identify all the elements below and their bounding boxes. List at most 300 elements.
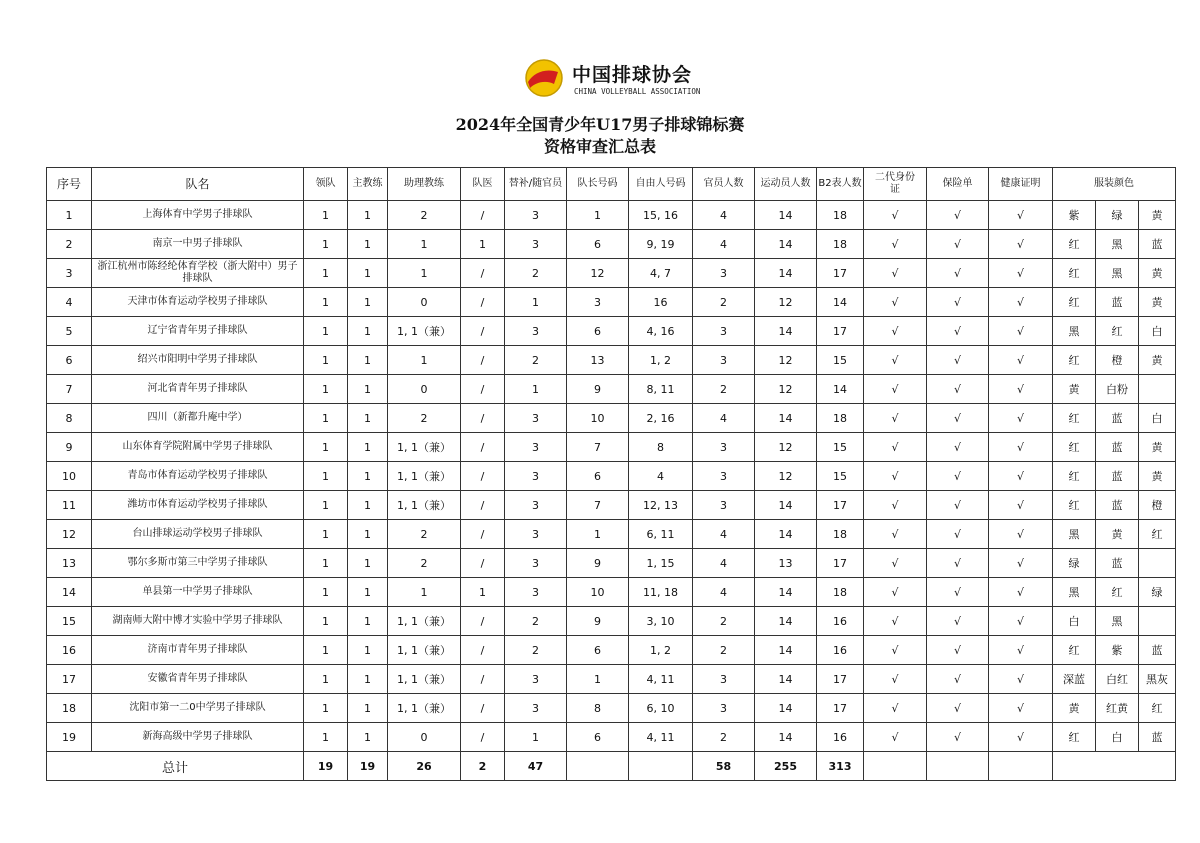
insurance-check: √ <box>927 694 989 723</box>
uniform-color: 红 <box>1053 491 1096 520</box>
table-row <box>47 317 1176 346</box>
uniform-color: 红 <box>1139 520 1176 549</box>
doctor-count: / <box>461 607 505 636</box>
captain-number: 8 <box>567 694 629 723</box>
assistant-coach: 2 <box>388 520 461 549</box>
coach-count: 1 <box>348 520 388 549</box>
row-number: 7 <box>47 375 92 404</box>
document-title: 2024年全国青少年U17男子排球锦标赛 <box>455 115 745 134</box>
insurance-check: √ <box>927 346 989 375</box>
athletes-count: 14 <box>755 491 817 520</box>
row-number: 5 <box>47 317 92 346</box>
coach-count: 1 <box>348 288 388 317</box>
row-number: 16 <box>47 636 92 665</box>
libero-numbers: 6, 10 <box>629 694 693 723</box>
libero-numbers: 1, 2 <box>629 636 693 665</box>
insurance-check: √ <box>927 549 989 578</box>
captain-number: 10 <box>567 578 629 607</box>
officials-count: 4 <box>693 549 755 578</box>
insurance-check: √ <box>927 491 989 520</box>
col-header: 序号 <box>47 168 92 201</box>
coach-count: 1 <box>348 636 388 665</box>
libero-numbers: 4, 7 <box>629 259 693 288</box>
coach-count: 1 <box>348 346 388 375</box>
id-card-check: √ <box>864 636 927 665</box>
insurance-check: √ <box>927 636 989 665</box>
table-row <box>47 491 1176 520</box>
insurance-check: √ <box>927 230 989 259</box>
doctor-count: / <box>461 723 505 752</box>
doctor-count: / <box>461 375 505 404</box>
b2-count: 15 <box>817 346 864 375</box>
libero-numbers: 2, 16 <box>629 404 693 433</box>
doctor-count: / <box>461 491 505 520</box>
empty-cell <box>1053 752 1176 781</box>
assistant-coach: 1, 1（兼） <box>388 491 461 520</box>
team-name: 南京一中男子排球队 <box>92 230 304 259</box>
health-certificate-check: √ <box>989 723 1053 752</box>
total-coach: 19 <box>348 752 388 781</box>
captain-number: 7 <box>567 433 629 462</box>
libero-numbers: 4 <box>629 462 693 491</box>
leader-count: 1 <box>304 346 348 375</box>
substitute-officials: 3 <box>505 578 567 607</box>
doctor-count: / <box>461 694 505 723</box>
id-card-check: √ <box>864 259 927 288</box>
substitute-officials: 2 <box>505 636 567 665</box>
doctor-count: / <box>461 433 505 462</box>
officials-count: 2 <box>693 607 755 636</box>
table-row <box>47 578 1176 607</box>
uniform-color: 红 <box>1096 317 1139 346</box>
officials-count: 3 <box>693 346 755 375</box>
id-card-check: √ <box>864 723 927 752</box>
doctor-count: / <box>461 549 505 578</box>
doctor-count: / <box>461 317 505 346</box>
uniform-color: 绿 <box>1096 201 1139 230</box>
assistant-coach: 1, 1（兼） <box>388 433 461 462</box>
team-name: 沈阳市第一二0中学男子排球队 <box>92 694 304 723</box>
leader-count: 1 <box>304 433 348 462</box>
athletes-count: 14 <box>755 201 817 230</box>
total-row <box>47 752 1176 781</box>
libero-numbers: 6, 11 <box>629 520 693 549</box>
substitute-officials: 3 <box>505 230 567 259</box>
row-number: 17 <box>47 665 92 694</box>
uniform-color: 紫 <box>1096 636 1139 665</box>
total-assistant: 26 <box>388 752 461 781</box>
athletes-count: 12 <box>755 288 817 317</box>
id-card-check: √ <box>864 346 927 375</box>
b2-count: 17 <box>817 665 864 694</box>
athletes-count: 14 <box>755 636 817 665</box>
leader-count: 1 <box>304 317 348 346</box>
substitute-officials: 3 <box>505 462 567 491</box>
leader-count: 1 <box>304 520 348 549</box>
uniform-color: 黄 <box>1139 433 1176 462</box>
officials-count: 3 <box>693 694 755 723</box>
libero-numbers: 9, 19 <box>629 230 693 259</box>
uniform-color: 白 <box>1139 404 1176 433</box>
uniform-color: 黄 <box>1053 375 1096 404</box>
uniform-color: 橙 <box>1096 346 1139 375</box>
insurance-check: √ <box>927 578 989 607</box>
coach-count: 1 <box>348 723 388 752</box>
coach-count: 1 <box>348 607 388 636</box>
captain-number: 1 <box>567 665 629 694</box>
b2-count: 18 <box>817 520 864 549</box>
id-card-check: √ <box>864 230 927 259</box>
col-header: B2表人数 <box>817 168 864 201</box>
leader-count: 1 <box>304 636 348 665</box>
b2-count: 15 <box>817 462 864 491</box>
row-number: 2 <box>47 230 92 259</box>
logo-english-text: CHINA VOLLEYBALL ASSOCIATION <box>574 87 701 96</box>
assistant-coach: 0 <box>388 723 461 752</box>
col-header: 服装颜色 <box>1053 168 1176 201</box>
b2-count: 17 <box>817 694 864 723</box>
uniform-color: 蓝 <box>1096 549 1139 578</box>
empty-cell <box>989 752 1053 781</box>
athletes-count: 14 <box>755 520 817 549</box>
uniform-color: 蓝 <box>1139 723 1176 752</box>
uniform-color <box>1139 375 1176 404</box>
col-header: 官员人数 <box>693 168 755 201</box>
id-card-check: √ <box>864 665 927 694</box>
libero-numbers: 8 <box>629 433 693 462</box>
leader-count: 1 <box>304 607 348 636</box>
id-card-check: √ <box>864 694 927 723</box>
libero-numbers: 4, 16 <box>629 317 693 346</box>
uniform-color: 红 <box>1053 636 1096 665</box>
team-name: 浙江杭州市陈经纶体育学校（浙大附中）男子排球队 <box>92 259 304 288</box>
table-row <box>47 694 1176 723</box>
substitute-officials: 2 <box>505 607 567 636</box>
team-name: 鄂尔多斯市第三中学男子排球队 <box>92 549 304 578</box>
libero-numbers: 12, 13 <box>629 491 693 520</box>
doctor-count: / <box>461 259 505 288</box>
doctor-count: / <box>461 288 505 317</box>
team-name: 天津市体育运动学校男子排球队 <box>92 288 304 317</box>
id-card-check: √ <box>864 375 927 404</box>
captain-number: 12 <box>567 259 629 288</box>
uniform-color <box>1139 549 1176 578</box>
uniform-color: 紫 <box>1053 201 1096 230</box>
id-card-check: √ <box>864 549 927 578</box>
coach-count: 1 <box>348 433 388 462</box>
uniform-color: 黄 <box>1139 462 1176 491</box>
uniform-color: 绿 <box>1139 578 1176 607</box>
empty-cell <box>567 752 629 781</box>
doctor-count: 1 <box>461 230 505 259</box>
substitute-officials: 2 <box>505 259 567 288</box>
team-name: 绍兴市阳明中学男子排球队 <box>92 346 304 375</box>
document-subtitle: 资格审查汇总表 <box>543 137 656 156</box>
health-certificate-check: √ <box>989 317 1053 346</box>
b2-count: 18 <box>817 201 864 230</box>
uniform-color: 红 <box>1053 346 1096 375</box>
libero-numbers: 15, 16 <box>629 201 693 230</box>
col-header: 自由人号码 <box>629 168 693 201</box>
officials-count: 3 <box>693 317 755 346</box>
col-header: 队医 <box>461 168 505 201</box>
athletes-count: 14 <box>755 259 817 288</box>
captain-number: 9 <box>567 375 629 404</box>
athletes-count: 12 <box>755 433 817 462</box>
doctor-count: / <box>461 520 505 549</box>
table-row <box>47 636 1176 665</box>
table-row <box>47 665 1176 694</box>
assistant-coach: 1 <box>388 346 461 375</box>
health-certificate-check: √ <box>989 433 1053 462</box>
health-certificate-check: √ <box>989 230 1053 259</box>
insurance-check: √ <box>927 317 989 346</box>
team-name: 单县第一中学男子排球队 <box>92 578 304 607</box>
b2-count: 16 <box>817 636 864 665</box>
row-number: 19 <box>47 723 92 752</box>
captain-number: 6 <box>567 230 629 259</box>
uniform-color: 黄 <box>1053 694 1096 723</box>
health-certificate-check: √ <box>989 578 1053 607</box>
captain-number: 10 <box>567 404 629 433</box>
table-row <box>47 607 1176 636</box>
health-certificate-check: √ <box>989 201 1053 230</box>
captain-number: 6 <box>567 636 629 665</box>
officials-count: 4 <box>693 520 755 549</box>
id-card-check: √ <box>864 404 927 433</box>
col-header: 助理教练 <box>388 168 461 201</box>
uniform-color: 黑 <box>1053 578 1096 607</box>
uniform-color: 红 <box>1096 578 1139 607</box>
team-name: 山东体育学院附属中学男子排球队 <box>92 433 304 462</box>
coach-count: 1 <box>348 259 388 288</box>
row-number: 3 <box>47 259 92 288</box>
uniform-color: 黑 <box>1096 259 1139 288</box>
table-row <box>47 433 1176 462</box>
cva-logo <box>524 56 701 102</box>
substitute-officials: 1 <box>505 375 567 404</box>
health-certificate-check: √ <box>989 346 1053 375</box>
assistant-coach: 2 <box>388 404 461 433</box>
id-card-check: √ <box>864 433 927 462</box>
substitute-officials: 3 <box>505 694 567 723</box>
team-name: 河北省青年男子排球队 <box>92 375 304 404</box>
substitute-officials: 1 <box>505 723 567 752</box>
uniform-color: 黄 <box>1139 201 1176 230</box>
uniform-color: 黑 <box>1096 230 1139 259</box>
health-certificate-check: √ <box>989 549 1053 578</box>
col-header: 保险单 <box>927 168 989 201</box>
health-certificate-check: √ <box>989 694 1053 723</box>
total-officials: 58 <box>693 752 755 781</box>
assistant-coach: 1 <box>388 259 461 288</box>
officials-count: 2 <box>693 723 755 752</box>
doctor-count: / <box>461 346 505 375</box>
assistant-coach: 1 <box>388 230 461 259</box>
health-certificate-check: √ <box>989 491 1053 520</box>
assistant-coach: 1, 1（兼） <box>388 462 461 491</box>
uniform-color: 蓝 <box>1139 230 1176 259</box>
assistant-coach: 0 <box>388 288 461 317</box>
doctor-count: / <box>461 201 505 230</box>
doctor-count: / <box>461 665 505 694</box>
col-header: 主教练 <box>348 168 388 201</box>
health-certificate-check: √ <box>989 520 1053 549</box>
total-leader: 19 <box>304 752 348 781</box>
substitute-officials: 3 <box>505 491 567 520</box>
uniform-color: 红 <box>1053 723 1096 752</box>
uniform-color: 蓝 <box>1096 288 1139 317</box>
table-row <box>47 346 1176 375</box>
b2-count: 17 <box>817 259 864 288</box>
coach-count: 1 <box>348 578 388 607</box>
substitute-officials: 3 <box>505 520 567 549</box>
athletes-count: 14 <box>755 723 817 752</box>
uniform-color: 黄 <box>1096 520 1139 549</box>
captain-number: 1 <box>567 201 629 230</box>
uniform-color: 蓝 <box>1096 433 1139 462</box>
col-header: 领队 <box>304 168 348 201</box>
id-card-check: √ <box>864 607 927 636</box>
leader-count: 1 <box>304 694 348 723</box>
b2-count: 17 <box>817 549 864 578</box>
b2-count: 18 <box>817 578 864 607</box>
qualification-table <box>46 167 1176 781</box>
insurance-check: √ <box>927 404 989 433</box>
uniform-color: 红 <box>1053 433 1096 462</box>
table-row <box>47 375 1176 404</box>
team-name: 辽宁省青年男子排球队 <box>92 317 304 346</box>
coach-count: 1 <box>348 404 388 433</box>
uniform-color: 红 <box>1053 462 1096 491</box>
col-header: 运动员人数 <box>755 168 817 201</box>
coach-count: 1 <box>348 665 388 694</box>
row-number: 9 <box>47 433 92 462</box>
captain-number: 7 <box>567 491 629 520</box>
team-name: 潍坊市体育运动学校男子排球队 <box>92 491 304 520</box>
doctor-count: / <box>461 404 505 433</box>
libero-numbers: 8, 11 <box>629 375 693 404</box>
officials-count: 3 <box>693 462 755 491</box>
leader-count: 1 <box>304 491 348 520</box>
health-certificate-check: √ <box>989 607 1053 636</box>
uniform-color: 黄 <box>1139 346 1176 375</box>
leader-count: 1 <box>304 230 348 259</box>
athletes-count: 14 <box>755 404 817 433</box>
coach-count: 1 <box>348 317 388 346</box>
doctor-count: / <box>461 462 505 491</box>
health-certificate-check: √ <box>989 462 1053 491</box>
uniform-color: 蓝 <box>1096 462 1139 491</box>
id-card-check: √ <box>864 578 927 607</box>
insurance-check: √ <box>927 201 989 230</box>
captain-number: 6 <box>567 723 629 752</box>
empty-cell <box>629 752 693 781</box>
uniform-color: 黑 <box>1096 607 1139 636</box>
uniform-color: 白红 <box>1096 665 1139 694</box>
insurance-check: √ <box>927 288 989 317</box>
assistant-coach: 1, 1（兼） <box>388 665 461 694</box>
libero-numbers: 1, 2 <box>629 346 693 375</box>
table-row <box>47 520 1176 549</box>
uniform-color: 白 <box>1139 317 1176 346</box>
uniform-color <box>1139 607 1176 636</box>
uniform-color: 红黄 <box>1096 694 1139 723</box>
uniform-color: 红 <box>1053 404 1096 433</box>
b2-count: 15 <box>817 433 864 462</box>
table-row <box>47 230 1176 259</box>
uniform-color: 蓝 <box>1096 404 1139 433</box>
team-name: 新海高级中学男子排球队 <box>92 723 304 752</box>
total-substitute: 47 <box>505 752 567 781</box>
substitute-officials: 3 <box>505 433 567 462</box>
coach-count: 1 <box>348 462 388 491</box>
row-number: 15 <box>47 607 92 636</box>
libero-numbers: 1, 15 <box>629 549 693 578</box>
id-card-check: √ <box>864 288 927 317</box>
uniform-color: 深蓝 <box>1053 665 1096 694</box>
logo-chinese-text: 中国排球协会 <box>572 64 693 86</box>
row-number: 4 <box>47 288 92 317</box>
total-label: 总计 <box>47 752 304 781</box>
uniform-color: 黑 <box>1053 317 1096 346</box>
libero-numbers: 11, 18 <box>629 578 693 607</box>
assistant-coach: 1, 1（兼） <box>388 317 461 346</box>
row-number: 1 <box>47 201 92 230</box>
uniform-color: 黄 <box>1139 259 1176 288</box>
table-row <box>47 549 1176 578</box>
table-row <box>47 201 1176 230</box>
insurance-check: √ <box>927 665 989 694</box>
insurance-check: √ <box>927 375 989 404</box>
doctor-count: 1 <box>461 578 505 607</box>
id-card-check: √ <box>864 520 927 549</box>
officials-count: 2 <box>693 636 755 665</box>
total-b2: 313 <box>817 752 864 781</box>
captain-number: 9 <box>567 607 629 636</box>
table-row <box>47 288 1176 317</box>
b2-count: 16 <box>817 607 864 636</box>
uniform-color: 红 <box>1139 694 1176 723</box>
team-name: 济南市青年男子排球队 <box>92 636 304 665</box>
captain-number: 9 <box>567 549 629 578</box>
athletes-count: 14 <box>755 317 817 346</box>
uniform-color: 红 <box>1053 259 1096 288</box>
uniform-color: 红 <box>1053 288 1096 317</box>
uniform-color: 白 <box>1053 607 1096 636</box>
officials-count: 3 <box>693 259 755 288</box>
team-name: 湖南师大附中博才实验中学男子排球队 <box>92 607 304 636</box>
substitute-officials: 2 <box>505 346 567 375</box>
leader-count: 1 <box>304 723 348 752</box>
officials-count: 3 <box>693 665 755 694</box>
row-number: 6 <box>47 346 92 375</box>
uniform-color: 白粉 <box>1096 375 1139 404</box>
captain-number: 3 <box>567 288 629 317</box>
libero-numbers: 4, 11 <box>629 723 693 752</box>
empty-cell <box>864 752 927 781</box>
team-name: 四川（新都升庵中学） <box>92 404 304 433</box>
col-header: 健康证明 <box>989 168 1053 201</box>
officials-count: 4 <box>693 201 755 230</box>
leader-count: 1 <box>304 201 348 230</box>
athletes-count: 13 <box>755 549 817 578</box>
row-number: 12 <box>47 520 92 549</box>
coach-count: 1 <box>348 201 388 230</box>
leader-count: 1 <box>304 462 348 491</box>
uniform-color: 白 <box>1096 723 1139 752</box>
officials-count: 4 <box>693 404 755 433</box>
